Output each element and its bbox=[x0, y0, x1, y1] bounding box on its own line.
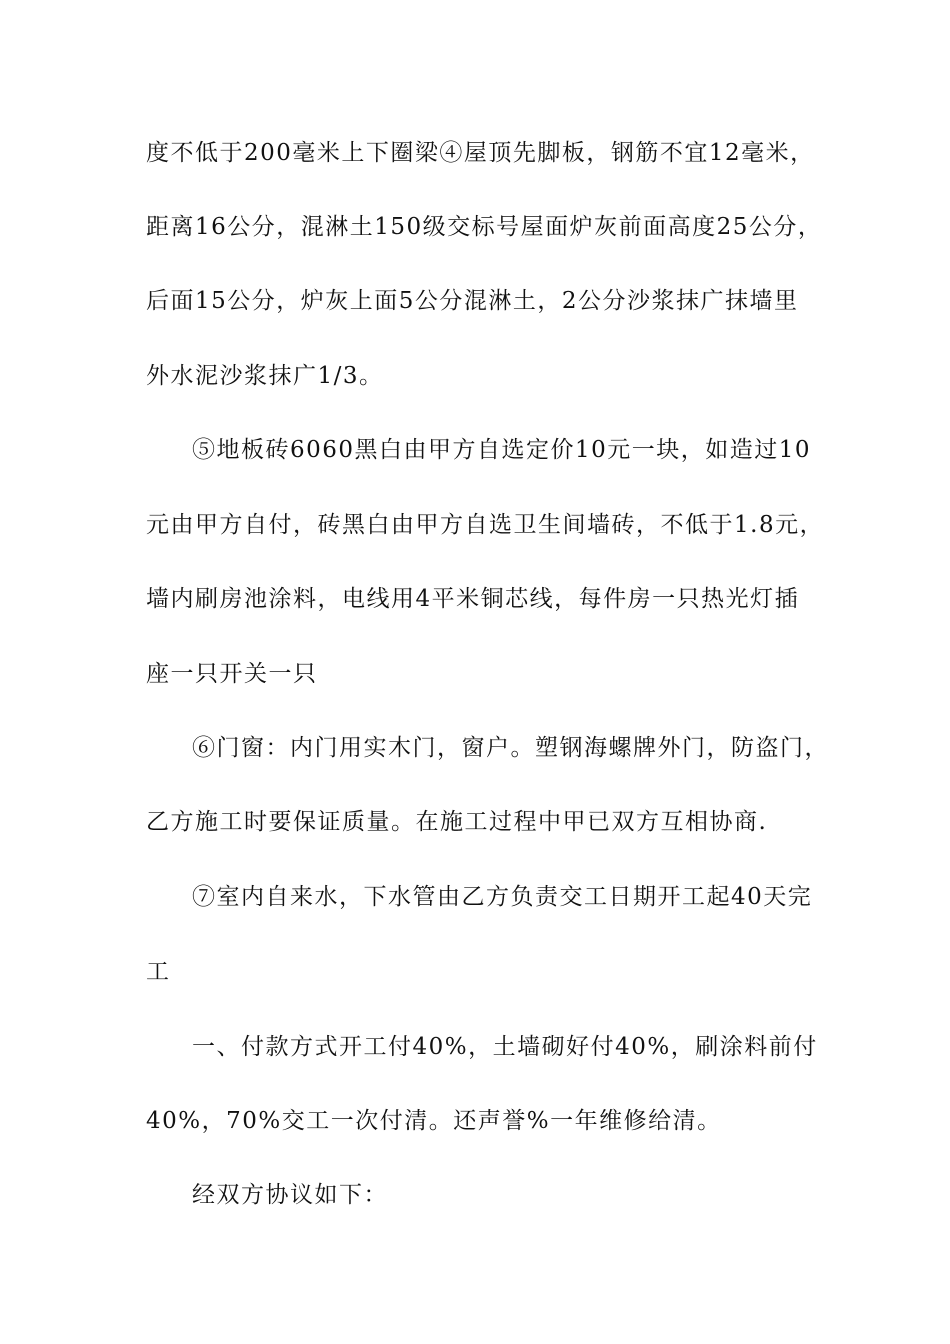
text-line: 外水泥沙浆抹广1/3。 bbox=[146, 363, 384, 389]
text-line: 元由甲方自付，砖黑白由甲方自选卫生间墙砖，不低于1.8元， bbox=[146, 512, 825, 538]
text-line: 度不低于200毫米上下圈梁④屋顶先脚板，钢筋不宜12毫米， bbox=[146, 140, 815, 166]
paragraph-start-line: ⑦室内自来水，下水管由乙方负责交工日期开工起40天完 bbox=[192, 884, 813, 910]
text-line: 40%，70%交工一次付清。还声誉%一年维修给清。 bbox=[146, 1108, 722, 1134]
text-line: 座一只开关一只 bbox=[146, 661, 318, 687]
paragraph-start-line: 一、付款方式开工付40%，土墙砌好付40%，刷涂料前付 bbox=[192, 1034, 818, 1060]
paragraph-start-line: ⑥门窗：内门用实木门，窗户。塑钢海螺牌外门，防盗门， bbox=[192, 735, 829, 761]
text-line: 工 bbox=[146, 959, 171, 985]
text-line: 后面15公分，炉灰上面5公分混淋土，2公分沙浆抹广抹墙里 bbox=[146, 288, 799, 314]
text-line: 距离16公分，混淋土150级交标号屋面炉灰前面高度25公分， bbox=[146, 214, 823, 240]
text-line: 墙内刷房池涂料，电线用4平米铜芯线，每件房一只热光灯插 bbox=[146, 586, 800, 612]
paragraph-start-line: 经双方协议如下： bbox=[192, 1182, 388, 1208]
text-line: 乙方施工时要保证质量。在施工过程中甲已双方互相协商. bbox=[146, 809, 768, 835]
paragraph-start-line: ⑤地板砖6060黑白由甲方自选定价10元一块，如造过10 bbox=[192, 437, 812, 463]
